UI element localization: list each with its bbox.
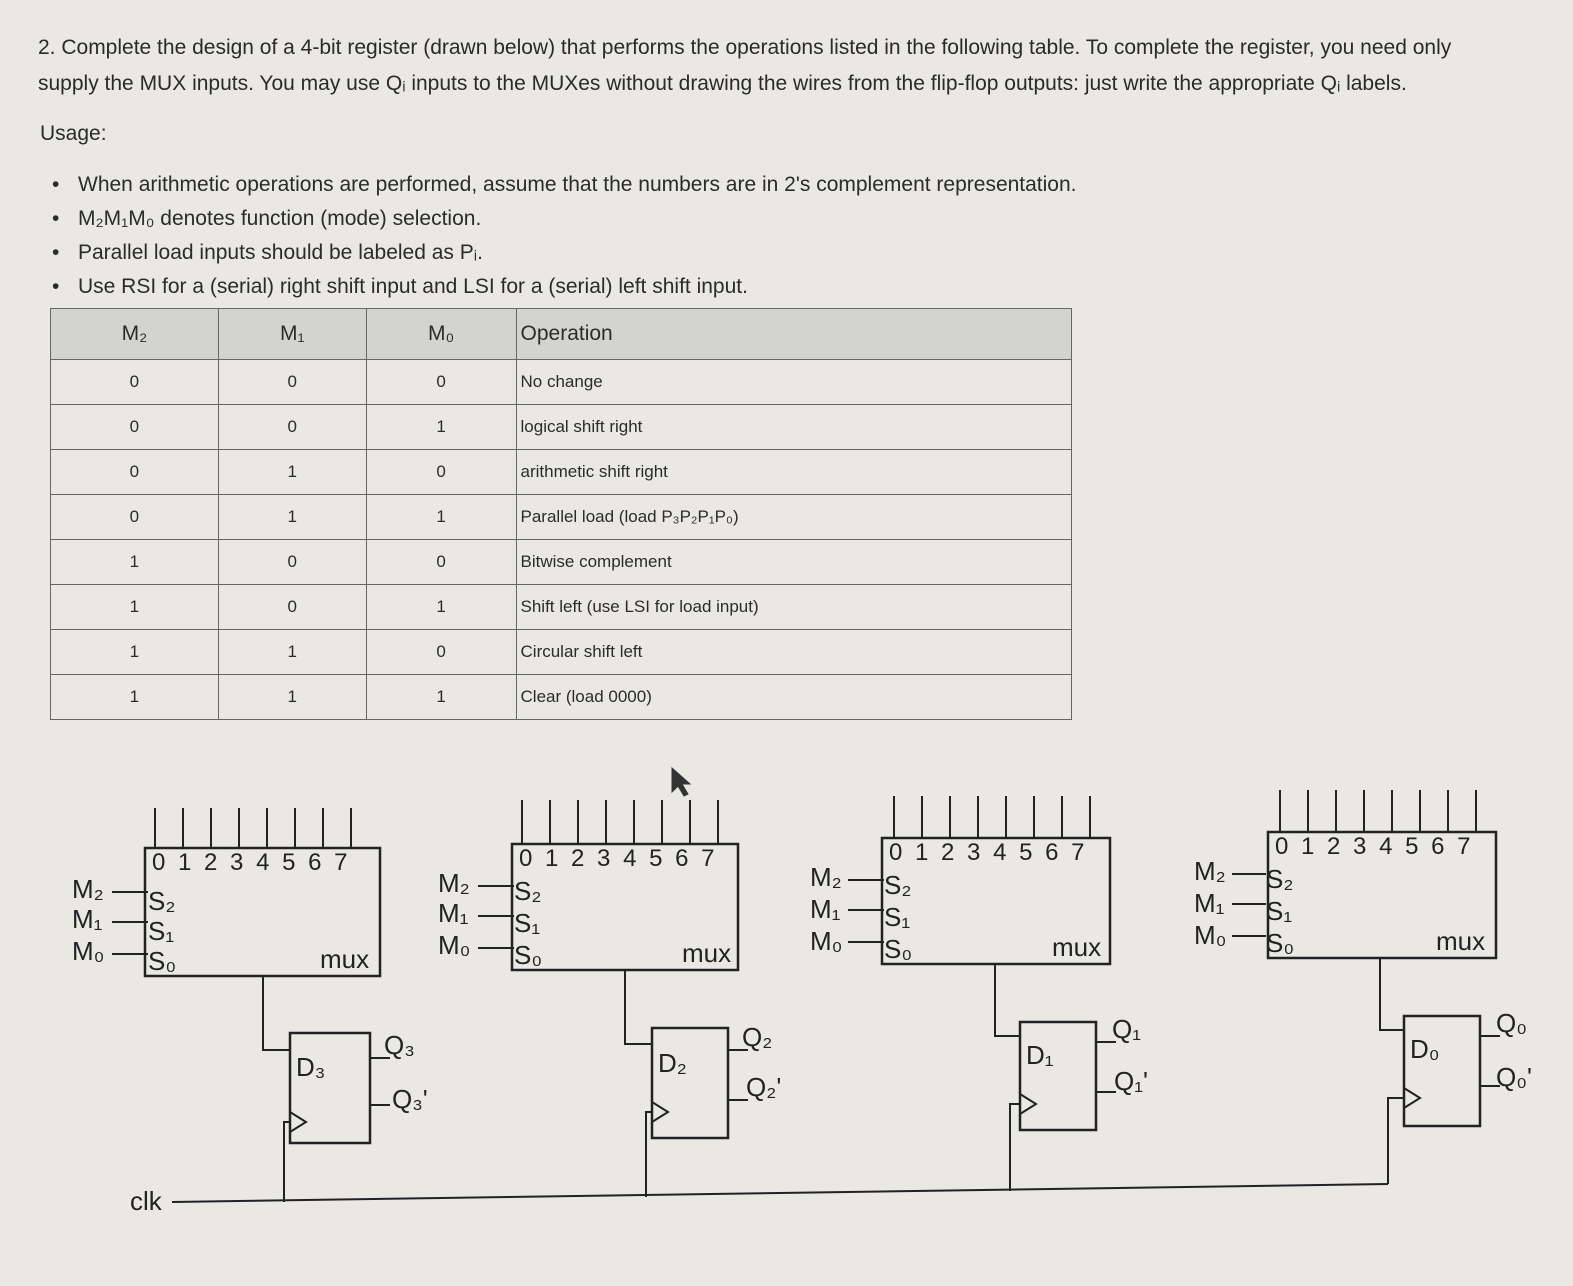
- register-circuit: [0, 760, 1573, 1280]
- flip-flop-box: [1404, 1016, 1480, 1126]
- mouse-cursor-icon: [672, 768, 690, 796]
- cell-m1: 1: [218, 450, 366, 495]
- question-text: [38, 30, 1548, 102]
- cell-m2: 1: [51, 675, 219, 720]
- mux-label: mux: [320, 944, 370, 974]
- q-output-label: Q₂: [742, 1022, 773, 1052]
- mux-input-stubs: [155, 808, 351, 848]
- cell-operation: Parallel load (load P₃P₂P₁P₀): [516, 495, 1071, 540]
- cell-operation: Bitwise complement: [516, 540, 1071, 585]
- mode-m2: M₂: [810, 862, 842, 892]
- question-line-1: 2. Complete the design of a 4-bit register (drawn below) that performs the operations listed in the following table. To complete the register, you need only: [38, 36, 1452, 59]
- cell-m1: 1: [218, 630, 366, 675]
- select-s0: S₀: [514, 940, 543, 970]
- select-s2: S₂: [884, 870, 912, 900]
- cell-operation: Circular shift left: [516, 630, 1071, 675]
- mode-m0: M₀: [438, 930, 471, 960]
- table-row: [51, 630, 1072, 675]
- cell-m0: 1: [366, 585, 516, 630]
- mux-to-d-wire: [263, 976, 290, 1050]
- qn-output-label: Q₂': [746, 1072, 782, 1102]
- q-output-label: Q₀: [1496, 1008, 1528, 1038]
- cell-operation: No change: [516, 360, 1071, 405]
- cell-m2: 1: [51, 630, 219, 675]
- mode-m2: M₂: [1194, 856, 1226, 886]
- mode-m0: M₀: [1194, 920, 1227, 950]
- cell-operation: logical shift right: [516, 405, 1071, 450]
- cell-m2: 0: [51, 495, 219, 540]
- cell-m0: 0: [366, 630, 516, 675]
- header-m0: M₀: [366, 309, 516, 360]
- table-row: [51, 360, 1072, 405]
- cell-m2: 0: [51, 405, 219, 450]
- mux-input-numbers: 0 1 2 3 4 5 6 7: [1275, 833, 1474, 860]
- flip-flop-box: [290, 1033, 370, 1143]
- cell-m1: 1: [218, 675, 366, 720]
- select-s1: S₁: [514, 908, 541, 938]
- clock-triangle: [290, 1112, 306, 1132]
- cell-m0: 0: [366, 540, 516, 585]
- clk-to-ff-wire: [1388, 1098, 1404, 1184]
- cell-m1: 0: [218, 360, 366, 405]
- select-s2: S₂: [148, 886, 176, 916]
- flip-flop-d-label: D₃: [296, 1052, 326, 1082]
- cell-operation: Clear (load 0000): [516, 675, 1071, 720]
- mode-m0: M₀: [72, 936, 105, 966]
- select-s2: S₂: [514, 876, 542, 906]
- stage-3: [72, 808, 428, 1202]
- cell-operation: Shift left (use LSI for load input): [516, 585, 1071, 630]
- clock-triangle: [1020, 1094, 1036, 1114]
- mux-label: mux: [1052, 932, 1102, 962]
- mode-m2: M₂: [72, 874, 104, 904]
- clk-label: clk: [130, 1186, 162, 1216]
- mode-m2: M₂: [438, 868, 470, 898]
- mode-m1: M₁: [72, 904, 103, 934]
- clk-wire: [172, 1184, 1388, 1202]
- qn-output-label: Q₀': [1496, 1062, 1532, 1092]
- mode-m1: M₁: [810, 894, 841, 924]
- table-row: [51, 405, 1072, 450]
- mux-to-d-wire: [1380, 958, 1404, 1030]
- cell-m1: 0: [218, 585, 366, 630]
- mode-m0: M₀: [810, 926, 843, 956]
- cell-m1: 0: [218, 405, 366, 450]
- header-m2: M₂: [51, 309, 219, 360]
- cell-m2: 1: [51, 540, 219, 585]
- list-item: • M₂M₁M₀ denotes function (mode) selection.: [52, 202, 1077, 236]
- select-s2: S₂: [1266, 864, 1294, 894]
- list-item: • Parallel load inputs should be labeled as Pᵢ.: [52, 236, 1077, 270]
- mux-input-numbers: 0 1 2 3 4 5 6 7: [519, 845, 718, 872]
- cell-m0: 0: [366, 450, 516, 495]
- mux-input-stubs: [522, 800, 718, 844]
- mux-label: mux: [682, 938, 732, 968]
- table-header-row: [51, 309, 1072, 360]
- header-m1: M₁: [218, 309, 366, 360]
- mode-m1: M₁: [1194, 888, 1225, 918]
- q-output-label: Q₁: [1112, 1014, 1141, 1044]
- flip-flop-d-label: D₂: [658, 1048, 687, 1078]
- mux-input-numbers: 0 1 2 3 4 5 6 7: [889, 839, 1088, 866]
- select-s1: S₁: [1266, 896, 1293, 926]
- table-row: [51, 495, 1072, 540]
- mode-m1: M₁: [438, 898, 469, 928]
- select-s1: S₁: [148, 916, 175, 946]
- cell-m0: 1: [366, 675, 516, 720]
- mux-input-numbers: 0 1 2 3 4 5 6 7: [152, 849, 351, 876]
- cell-m2: 0: [51, 360, 219, 405]
- cell-operation: arithmetic shift right: [516, 450, 1071, 495]
- stage-2: [438, 800, 781, 1197]
- list-item: • When arithmetic operations are performed, assume that the numbers are in 2's complement representation.: [52, 168, 1077, 202]
- usage-label: Usage:: [40, 122, 107, 145]
- cell-m0: 1: [366, 495, 516, 540]
- qn-output-label: Q₃': [392, 1084, 428, 1114]
- flip-flop-box: [1020, 1022, 1096, 1130]
- flip-flop-d-label: D₁: [1026, 1040, 1054, 1070]
- flip-flop-d-label: D₀: [1410, 1034, 1440, 1064]
- list-item: • Use RSI for a (serial) right shift input and LSI for a (serial) left shift input.: [52, 270, 1077, 304]
- cell-m2: 1: [51, 585, 219, 630]
- mux-label: mux: [1436, 926, 1486, 956]
- table-row: [51, 450, 1072, 495]
- mux-input-stubs: [1280, 790, 1476, 832]
- question-line-2: supply the MUX inputs. You may use Qᵢ inputs to the MUXes without drawing the wires from the flip-flop outputs: just write the appropriate Qᵢ labels.: [38, 72, 1407, 95]
- select-s0: S₀: [148, 946, 177, 976]
- cell-m0: 1: [366, 405, 516, 450]
- stage-1: [810, 796, 1148, 1191]
- select-s0: S₀: [884, 934, 913, 964]
- cell-m1: 0: [218, 540, 366, 585]
- clk-to-ff-wire: [1010, 1104, 1020, 1191]
- qn-output-label: Q₁': [1114, 1066, 1148, 1096]
- mux-to-d-wire: [625, 970, 652, 1044]
- operations-table: [50, 308, 1072, 720]
- cell-m2: 0: [51, 450, 219, 495]
- table-row: [51, 585, 1072, 630]
- cell-m1: 1: [218, 495, 366, 540]
- flip-flop-box: [652, 1028, 728, 1138]
- stage-0: [1194, 790, 1532, 1184]
- clock-triangle: [1404, 1088, 1420, 1108]
- clock-triangle: [652, 1102, 668, 1122]
- q-output-label: Q₃: [384, 1030, 415, 1060]
- select-s0: S₀: [1266, 928, 1295, 958]
- cell-m0: 0: [366, 360, 516, 405]
- select-s1: S₁: [884, 902, 911, 932]
- mux-to-d-wire: [995, 964, 1020, 1036]
- header-operation: Operation: [516, 309, 1071, 360]
- mux-input-stubs: [894, 796, 1090, 838]
- usage-list: [52, 168, 1077, 304]
- table-row: [51, 540, 1072, 585]
- table-row: [51, 675, 1072, 720]
